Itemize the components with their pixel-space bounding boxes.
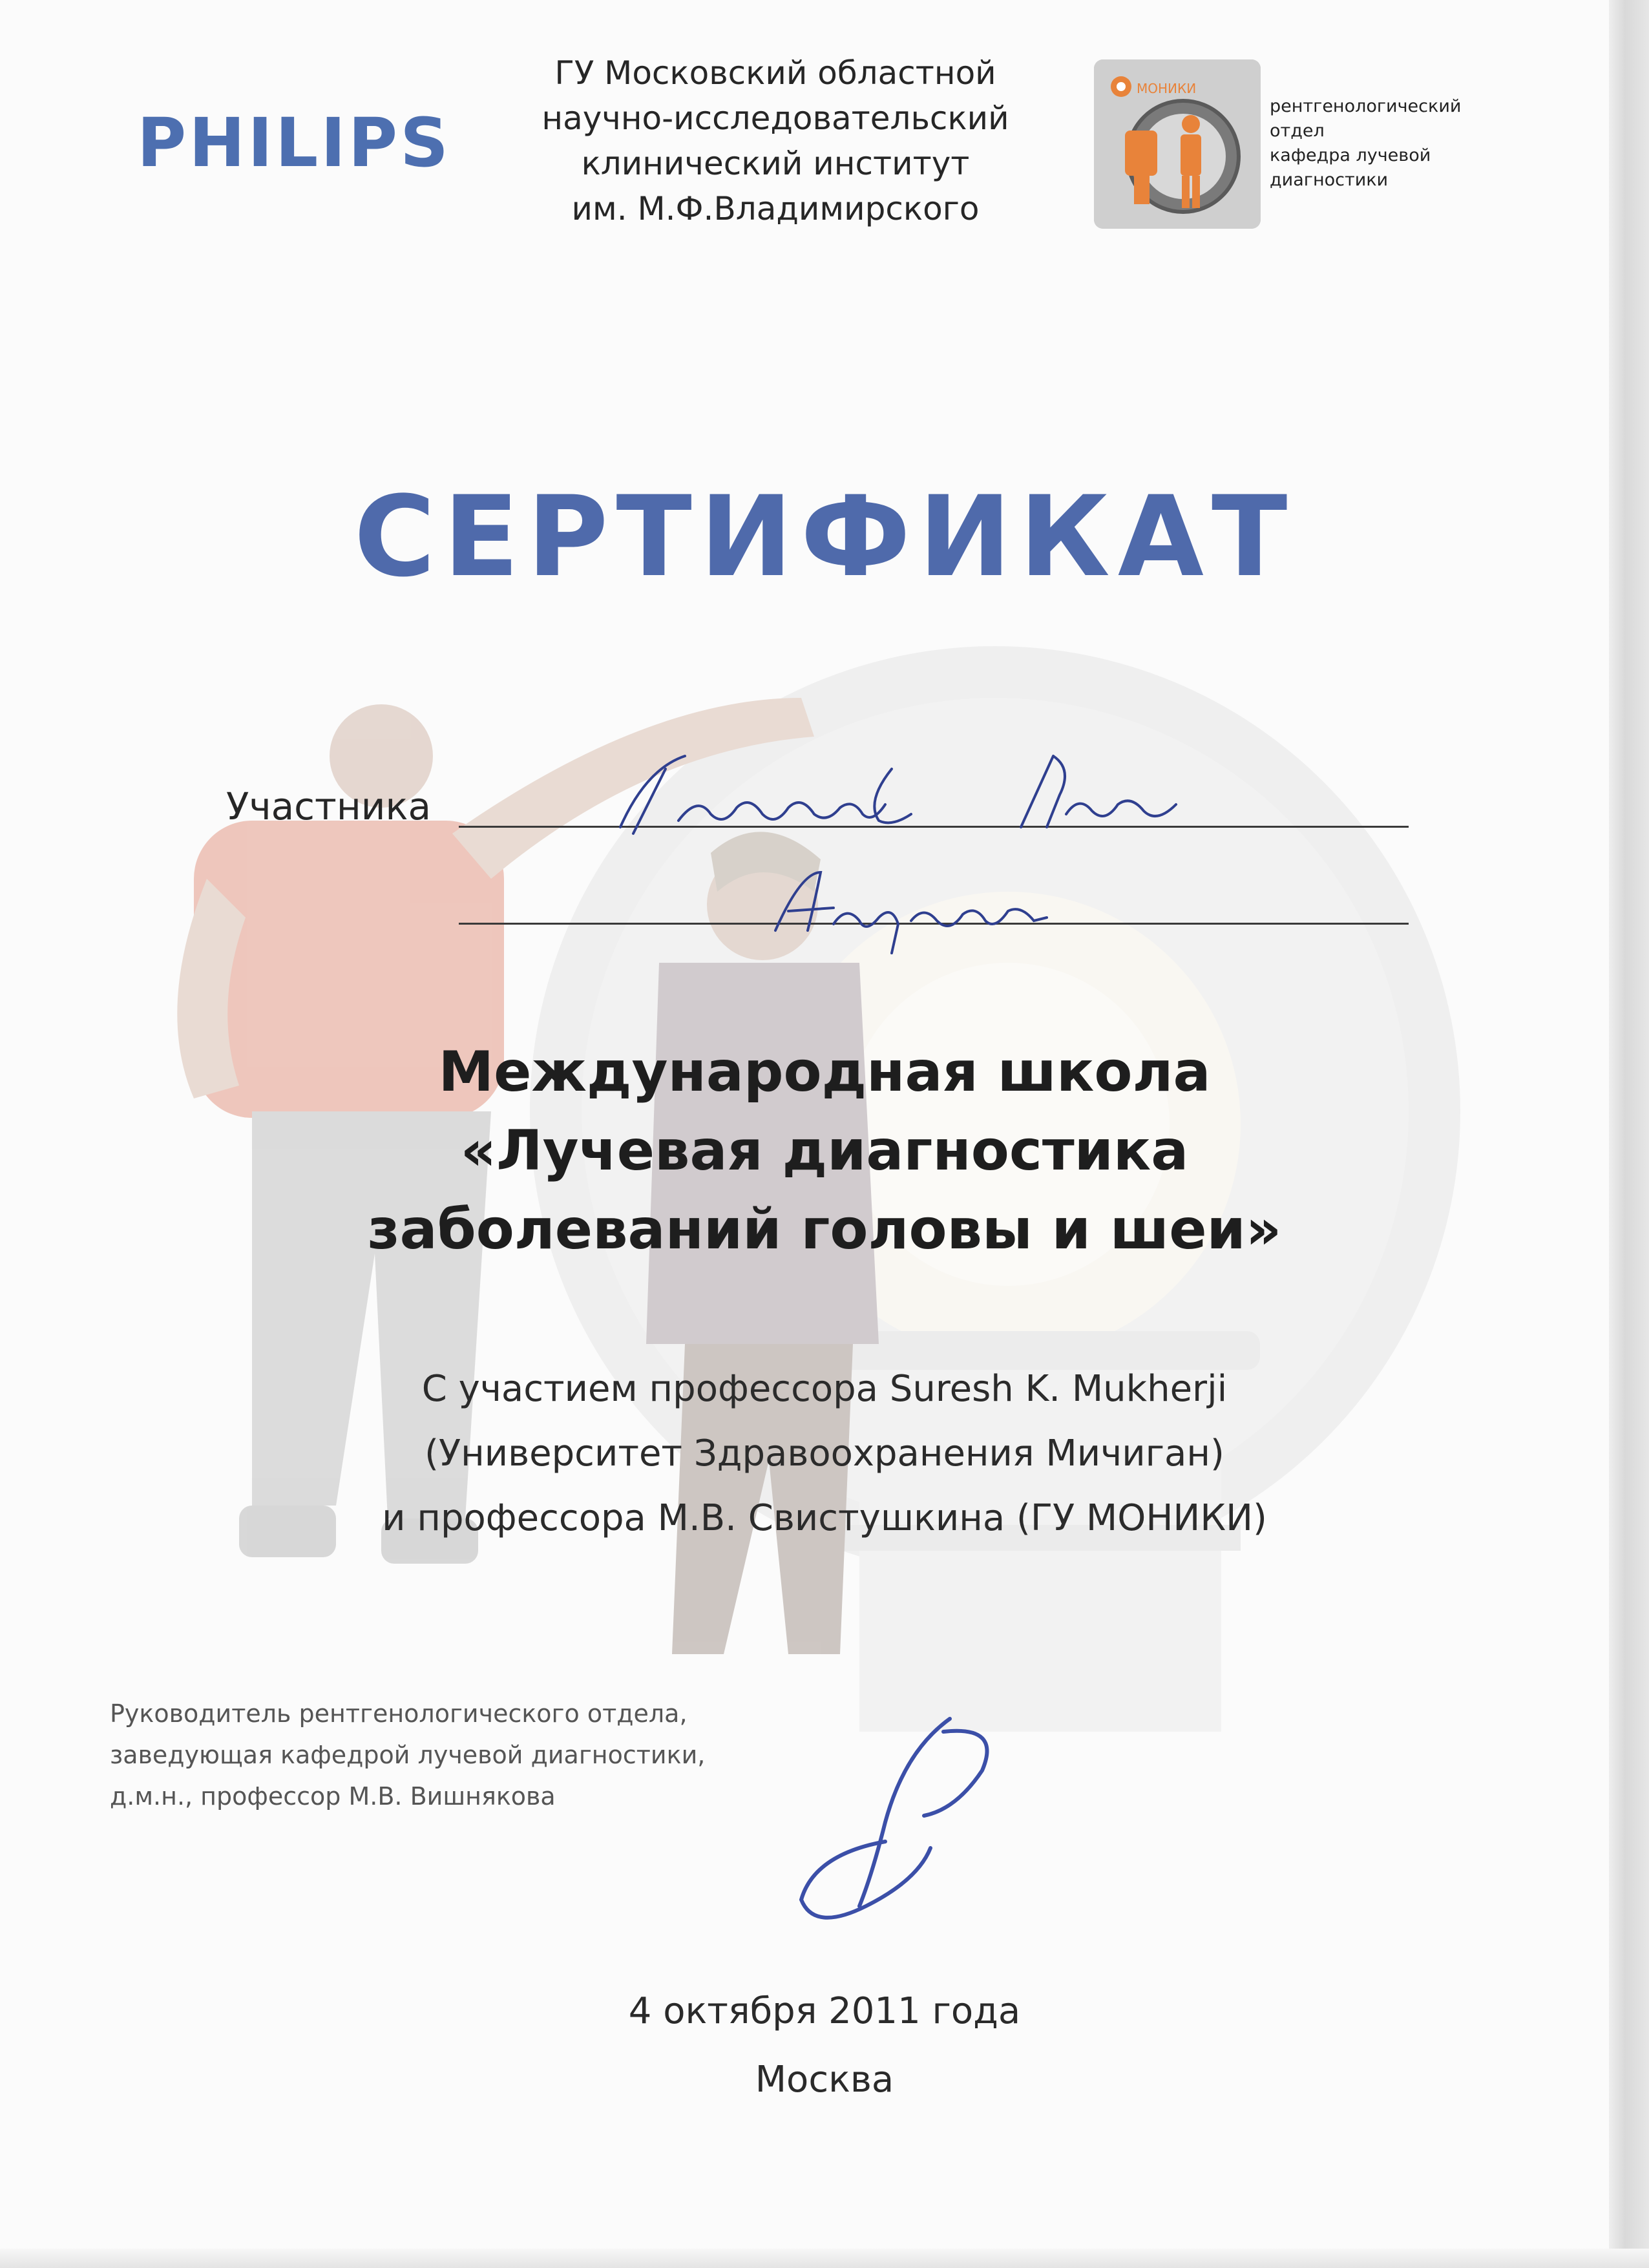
certificate-title: СЕРТИФИКАТ bbox=[353, 472, 1296, 602]
department-line: отдел bbox=[1270, 121, 1325, 141]
guest-professors bbox=[0, 1357, 1649, 1551]
guest-line: и профессора М.В. Свистушкина (ГУ МОНИКИ) bbox=[382, 1497, 1267, 1539]
institute-line: ГУ Московский областной bbox=[554, 54, 996, 92]
signatory-caption bbox=[110, 1693, 885, 1817]
participant-label: Участника bbox=[226, 784, 432, 828]
guest-line: (Университет Здравоохранения Мичиган) bbox=[425, 1433, 1224, 1475]
scan-bottom-edge bbox=[0, 2249, 1649, 2268]
institute-line: им. М.Ф.Владимирского bbox=[571, 190, 980, 227]
moniki-emblem-icon bbox=[1094, 59, 1261, 229]
handwritten-participant-name bbox=[607, 743, 1254, 859]
institute-name bbox=[517, 50, 1034, 231]
institute-line: научно-исследовательский bbox=[541, 100, 1009, 137]
department-line: диагностики bbox=[1270, 170, 1389, 190]
school-title-line: «Лучевая диагностика bbox=[460, 1118, 1189, 1183]
handwritten-participant-patronymic bbox=[762, 859, 1060, 956]
guest-line: С участием профессора Suresh K. Mukherji bbox=[421, 1368, 1228, 1410]
signatory-line: д.м.н., профессор М.В. Вишнякова bbox=[110, 1782, 556, 1811]
school-title-line: Международная школа bbox=[438, 1040, 1211, 1104]
philips-logo: PHILIPS bbox=[137, 103, 452, 182]
signatory-line: заведующая кафедрой лучевой диагностики, bbox=[110, 1741, 706, 1769]
issue-city: Москва bbox=[755, 2059, 894, 2101]
school-title-line: заболеваний головы и шеи» bbox=[367, 1197, 1282, 1262]
department-line: кафедра лучевой bbox=[1270, 145, 1431, 165]
emblem-label: МОНИКИ bbox=[1137, 81, 1197, 96]
department-line: рентгенологический bbox=[1270, 96, 1462, 116]
department-caption bbox=[1270, 94, 1483, 193]
issue-date-block bbox=[0, 1977, 1649, 2114]
signatory-line: Руководитель рентгенологического отдела, bbox=[110, 1699, 688, 1728]
handwritten-head-signature bbox=[788, 1693, 1021, 1938]
issue-date: 4 октября 2011 года bbox=[628, 1990, 1021, 2032]
school-title bbox=[0, 1033, 1649, 1269]
institute-line: клинический институт bbox=[581, 145, 970, 182]
